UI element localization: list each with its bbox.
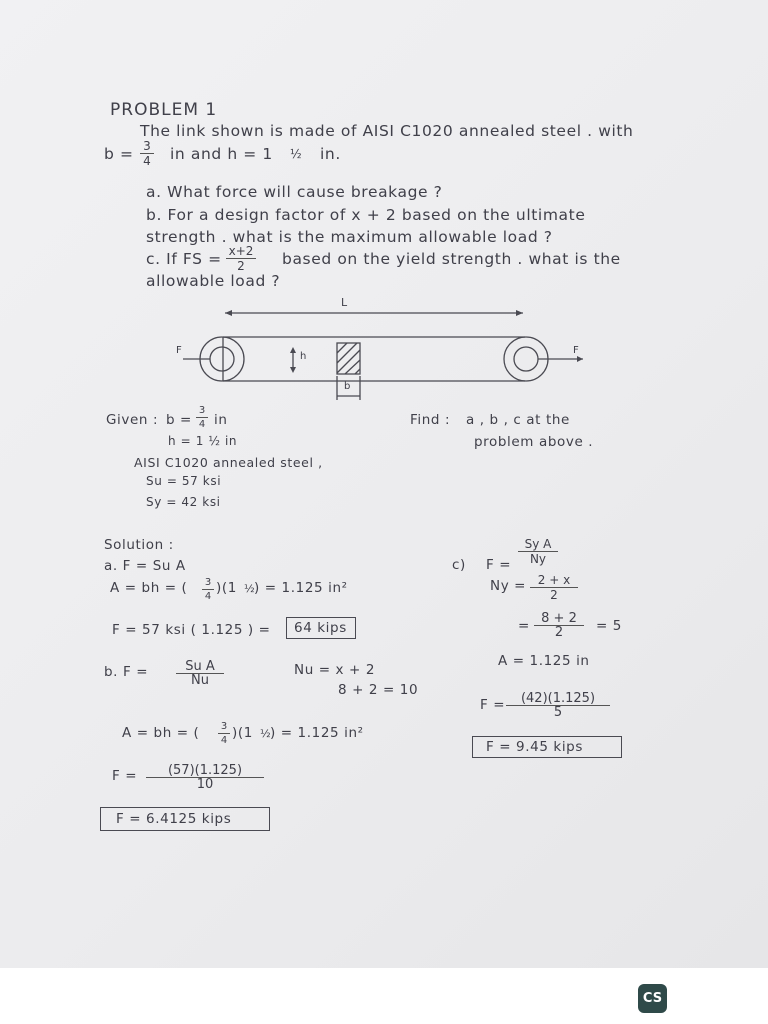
- given-su: Su = 57 ksi: [146, 474, 222, 488]
- given-b-fraction: $\frac{3}{4}$: [196, 404, 208, 432]
- answer-c: F = 9.45 kips: [486, 739, 583, 755]
- solution-b-force-fraction: $\frac{(57)(1.125)}{10}$: [146, 764, 264, 792]
- solution-c-eq-pre: =: [518, 618, 530, 634]
- solution-c-eq-fraction: $\frac{8 + 2}{2}$: [534, 612, 584, 640]
- problem-h-half: ½: [290, 147, 303, 161]
- label-F-left: F: [176, 345, 183, 356]
- solution-b-area-half: ½: [260, 727, 272, 740]
- solution-b-nu-2: 8 + 2 = 10: [338, 682, 419, 698]
- solution-a-equation: a. F = Su A: [104, 558, 186, 574]
- solution-a-area-mid: )(1: [216, 580, 237, 596]
- solution-c-eq-post: = 5: [596, 618, 622, 634]
- solution-b-area-post: ) = 1.125 in²: [270, 725, 364, 741]
- find-label: Find :: [410, 412, 451, 428]
- question-c-post: based on the yield strength . what is the: [282, 250, 621, 268]
- problem-b-fraction: $\frac{3}{4}$: [140, 140, 154, 168]
- question-b-line-1: b. For a design factor of x + 2 based on the ultimate: [146, 206, 586, 224]
- answer-b: F = 6.4125 kips: [116, 811, 232, 827]
- find-line-1: a , b , c at the: [466, 412, 570, 428]
- given-label: Given :: [106, 412, 159, 428]
- label-b: b: [344, 381, 351, 392]
- solution-b-area-fraction: $\frac{3}{4}$: [218, 720, 230, 748]
- solution-b-force-pre: F =: [112, 768, 138, 784]
- solution-c-force-2-fraction: $\frac{(42)(1.125)}{5}$: [506, 692, 610, 720]
- camscanner-logo: [638, 984, 667, 1013]
- logo-text: CS: [642, 991, 663, 1006]
- right-eye-inner: [514, 347, 538, 371]
- solution-c-label: c): [452, 557, 466, 573]
- problem-line-1: The link shown is made of AISI C1020 annealed steel . with: [140, 122, 634, 140]
- solution-a-area-post: ) = 1.125 in²: [254, 580, 348, 596]
- problem-line-2-b: b =: [104, 145, 134, 163]
- question-c-line-2: allowable load ?: [146, 272, 281, 290]
- label-F-right: F: [573, 345, 580, 356]
- solution-c-force-pre: F =: [486, 557, 512, 573]
- find-line-2: problem above .: [474, 434, 594, 450]
- solution-b-fraction: $\frac{\text{Su A}}{Nu}$: [176, 660, 224, 688]
- solution-c-ny-pre: Ny =: [490, 578, 527, 594]
- label-h: h: [300, 351, 307, 362]
- problem-line-2-end: in.: [320, 145, 341, 163]
- question-c-pre: c. If FS =: [146, 250, 222, 268]
- solution-b-area-mid: )(1: [232, 725, 253, 741]
- solution-c-force-2-pre: F =: [480, 697, 506, 713]
- answer-a: 64 kips: [294, 620, 347, 636]
- solution-a-area-half: ½: [244, 582, 256, 595]
- question-c-fraction: $\frac{x+2}{2}$: [226, 245, 256, 273]
- question-b-line-2: strength . what is the maximum allowable load ?: [146, 228, 553, 246]
- solution-label: Solution :: [104, 537, 174, 553]
- given-sy: Sy = 42 ksi: [146, 495, 221, 509]
- solution-b-nu-1: Nu = x + 2: [294, 662, 376, 678]
- solution-c-ny-fraction: $\frac{2 + x}{2}$: [530, 574, 578, 602]
- problem-line-2-mid: in and h = 1: [170, 145, 273, 163]
- given-material: AISI C1020 annealed steel ,: [134, 455, 323, 470]
- label-L: L: [341, 296, 348, 309]
- left-eye-inner: [210, 347, 234, 371]
- given-b-unit: in: [214, 412, 228, 428]
- arrow-left-icon: [225, 310, 232, 316]
- solution-a-force: F = 57 ksi ( 1.125 ) =: [112, 622, 271, 638]
- force-arrow-right-icon: [577, 356, 583, 362]
- solution-b-area-pre: A = bh = (: [122, 725, 200, 741]
- solution-c-force-fraction: $\frac{\text{Sy A}}{Ny}$: [518, 538, 558, 566]
- solution-c-area: A = 1.125 in: [498, 653, 590, 669]
- solution-a-fraction: $\frac{3}{4}$: [202, 576, 214, 604]
- question-a: a. What force will cause breakage ?: [146, 183, 443, 201]
- solution-a-area-pre: A = bh = (: [110, 580, 188, 596]
- given-b-pre: b =: [166, 412, 192, 428]
- arrow-right-icon: [516, 310, 523, 316]
- problem-title: PROBLEM 1: [110, 100, 218, 120]
- given-h: h = 1 ½ in: [168, 434, 238, 448]
- solution-b-pre: b. F =: [104, 664, 149, 680]
